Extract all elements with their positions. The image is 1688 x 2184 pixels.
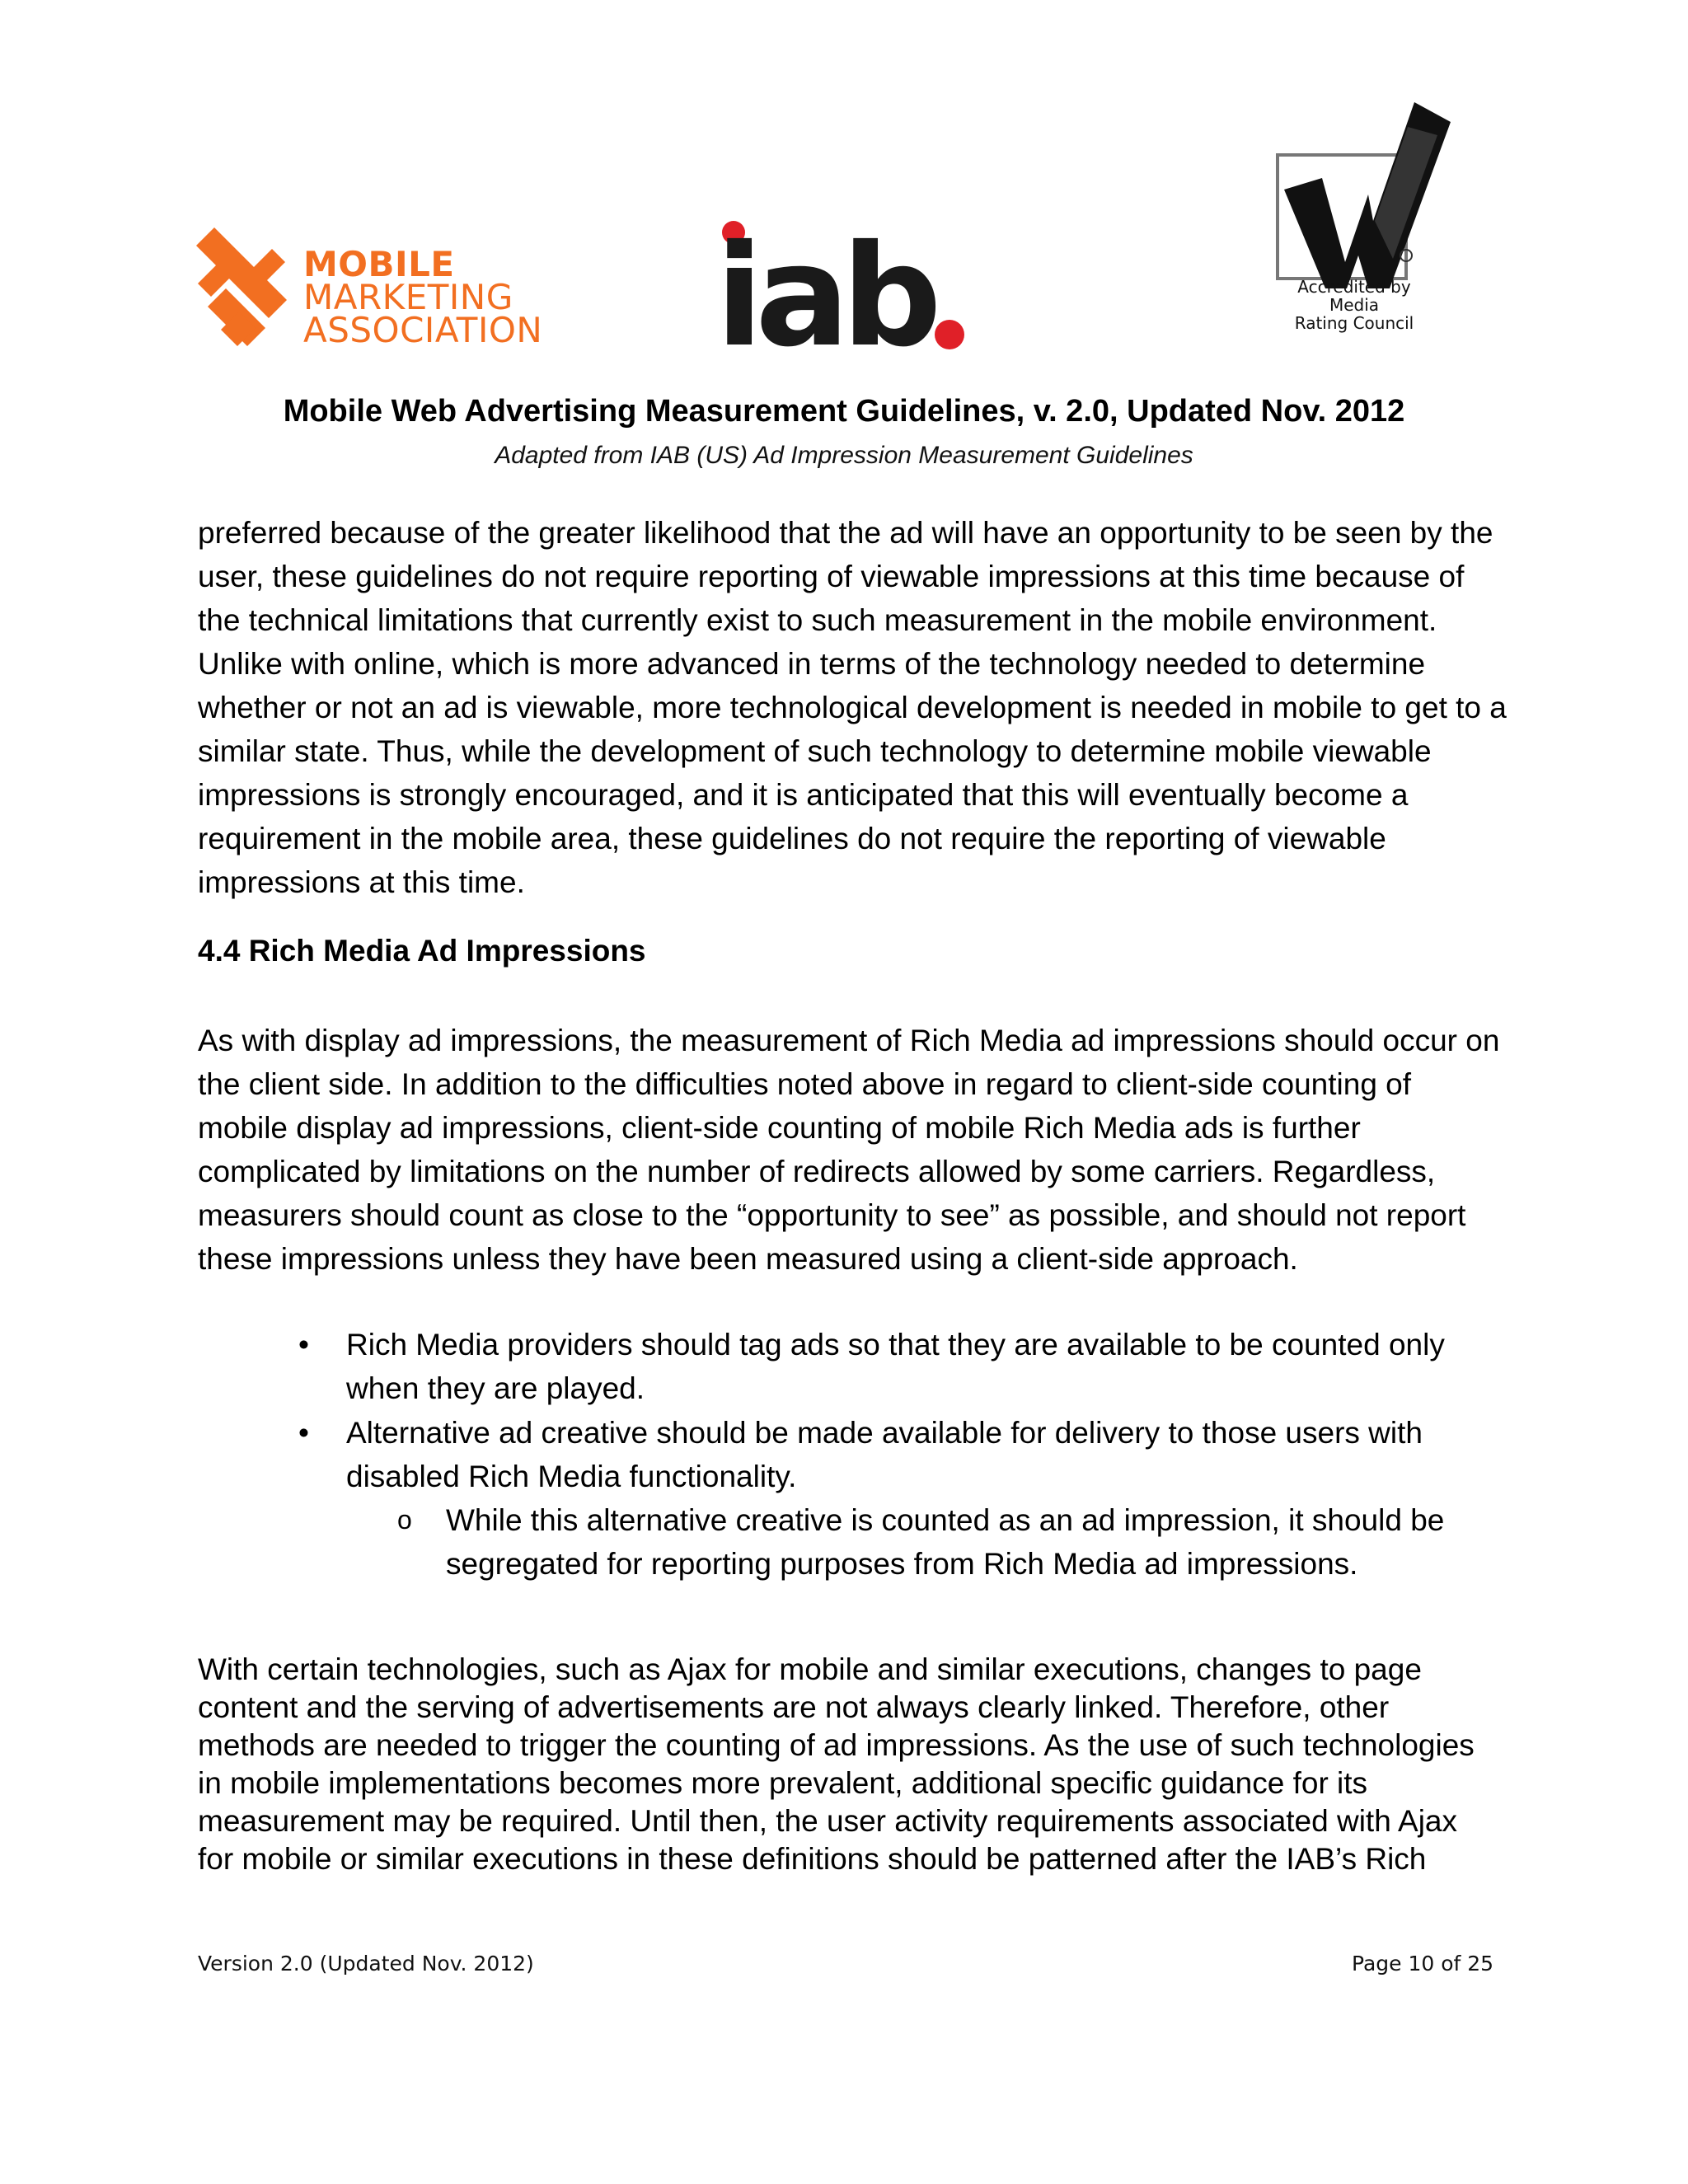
text-line: whether or not an ad is viewable, more technological development is needed in mobile to get to a <box>198 691 1507 724</box>
text-line: requirement in the mobile area, these guidelines do not require the reporting of viewable <box>198 822 1386 855</box>
paragraph-rich-media <box>198 1019 1615 1281</box>
footer-page-number: Page 10 of 25 <box>1352 1952 1494 1975</box>
sub-bullet-item-line: segregated for reporting purposes from Rich Media ad impressions. <box>446 1547 1358 1581</box>
bullet-item-line: disabled Rich Media functionality. <box>346 1460 797 1493</box>
iab-logo-text: iab <box>715 221 934 353</box>
bullet-item-line: Rich Media providers should tag ads so that they are available to be counted only <box>346 1328 1445 1361</box>
paragraph-ajax <box>198 1651 1615 1878</box>
text-line: methods are needed to trigger the counting of ad impressions. As the use of such technologies <box>198 1728 1475 1762</box>
paragraph-viewable-impressions <box>198 511 1615 904</box>
text-line: preferred because of the greater likelihood that the ad will have an opportunity to be seen by the <box>198 516 1493 550</box>
section-heading: 4.4 Rich Media Ad Impressions <box>198 934 646 968</box>
mma-line-2: MARKETING <box>303 277 513 317</box>
sub-bullet-item-line: While this alternative creative is counted as an ad impression, it should be <box>446 1503 1445 1537</box>
text-line: complicated by limitations on the number of redirects allowed by some carriers. Regardless, <box>198 1155 1436 1188</box>
bullet-item-line: Alternative ad creative should be made available for delivery to those users with <box>346 1416 1423 1450</box>
text-line: Unlike with online, which is more advanced in terms of the technology needed to determine <box>198 647 1426 681</box>
text-line: for mobile or similar executions in these definitions should be patterned after the IAB’s Rich <box>198 1842 1427 1876</box>
text-line: impressions at this time. <box>198 865 525 899</box>
document-subtitle: Adapted from IAB (US) Ad Impression Measurement Guidelines <box>495 442 1193 469</box>
bullet-marker: • <box>298 1416 309 1450</box>
document-title: Mobile Web Advertising Measurement Guidelines, v. 2.0, Updated Nov. 2012 <box>283 394 1405 429</box>
mma-line-1: MOBILE <box>303 244 455 284</box>
footer-version: Version 2.0 (Updated Nov. 2012) <box>198 1952 534 1975</box>
mrc-caption-line-1: Accredited by <box>1297 277 1411 297</box>
mma-logo-text <box>303 244 543 350</box>
text-line: these impressions unless they have been measured using a client-side approach. <box>198 1242 1298 1276</box>
text-line: measurers should count as close to the “opportunity to see” as possible, and should not report <box>198 1198 1466 1232</box>
sub-bullet-marker: o <box>397 1505 412 1535</box>
text-line: content and the serving of advertisements are not always clearly linked. Therefore, other <box>198 1690 1390 1724</box>
text-line: the technical limitations that currently exist to such measurement in the mobile environment. <box>198 603 1437 637</box>
iab-dot-period <box>935 320 964 349</box>
mrc-caption-line-2: Media <box>1329 295 1380 315</box>
text-line: mobile display ad impressions, client-side counting of mobile Rich Media ads is further <box>198 1111 1361 1145</box>
text-line: With certain technologies, such as Ajax for mobile and similar executions, changes to page <box>198 1652 1422 1686</box>
mrc-caption-line-3: Rating Council <box>1294 313 1414 333</box>
bullet-item-line: when they are played. <box>346 1371 645 1405</box>
text-line: user, these guidelines do not require reporting of viewable impressions at this time because of <box>198 560 1465 593</box>
iab-logo <box>715 221 971 353</box>
bullet-marker: • <box>298 1328 309 1361</box>
text-line: As with display ad impressions, the measurement of Rich Media ad impressions should occur on <box>198 1024 1500 1057</box>
text-line: in mobile implementations becomes more prevalent, additional specific guidance for its <box>198 1766 1368 1800</box>
text-line: similar state. Thus, while the development of such technology to determine mobile viewable <box>198 734 1432 768</box>
text-line: impressions is strongly encouraged, and it is anticipated that this will eventually become a <box>198 778 1409 812</box>
text-line: the client side. In addition to the difficulties noted above in regard to client-side counting of <box>198 1067 1412 1101</box>
text-line: measurement may be required. Until then, the user activity requirements associated with Ajax <box>198 1804 1458 1838</box>
mma-line-3: ASSOCIATION <box>303 310 543 350</box>
